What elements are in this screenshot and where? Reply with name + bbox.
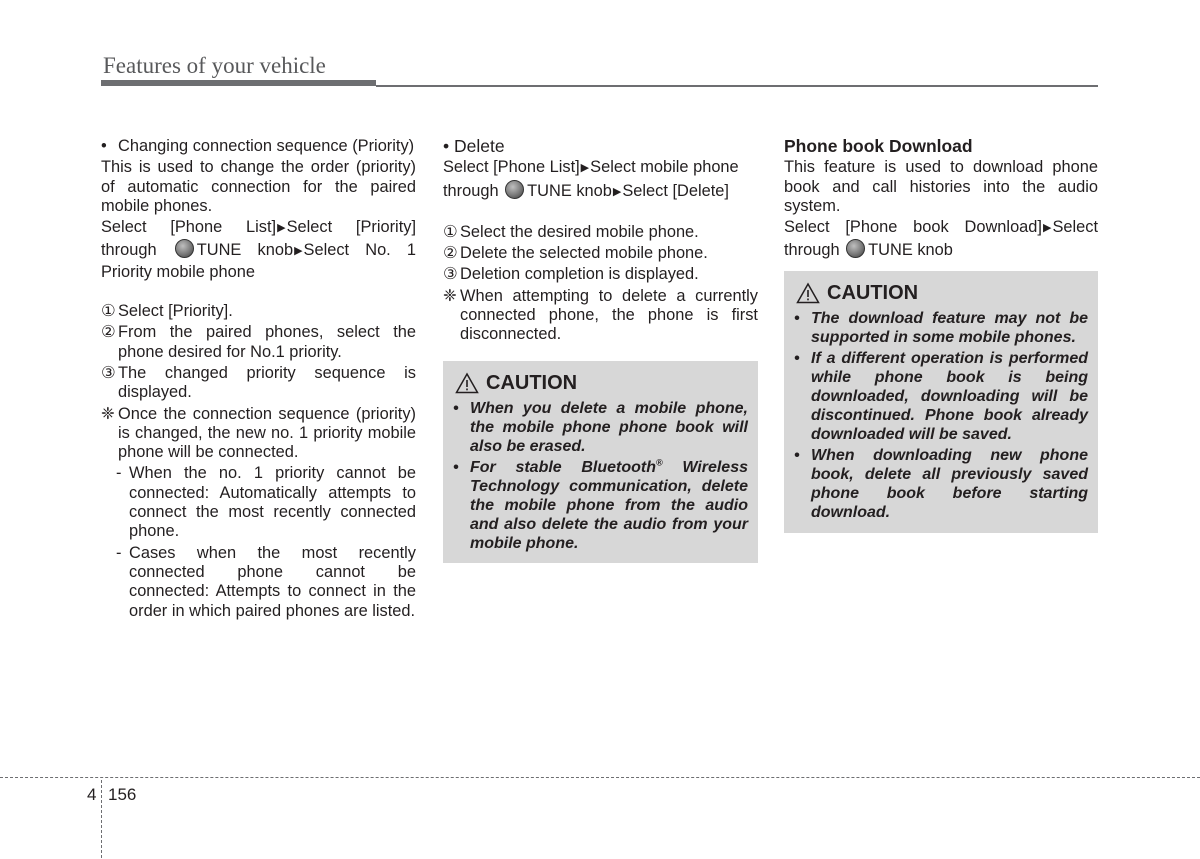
sub-item: [101, 464, 416, 541]
note-item: [443, 287, 758, 345]
tune-knob-icon: [505, 180, 524, 199]
caution-item: [794, 309, 1088, 347]
menu-path: [443, 158, 758, 203]
bullet-item: [443, 137, 758, 156]
tune-knob-icon: [175, 239, 194, 258]
step-number: ③: [101, 363, 116, 382]
step-number: ①: [443, 222, 458, 241]
note-text: Once the connection sequence (priority) is changed, the new no. 1 priority mobile phone will be connected.: [118, 404, 416, 462]
path-text: Select [Phone List]: [443, 158, 580, 177]
step-number: ②: [101, 323, 116, 342]
caution-text: [470, 459, 748, 552]
sub-text: When the no. 1 priority cannot be connected: Automatically attempts to connect the most recently connected phone.: [129, 464, 416, 541]
sub-text: Cases when the most recently connected phone cannot be connected: Attempts to connect in the order in which paired phones are listed.: [129, 543, 416, 620]
caution-text: When downloading new phone book, delete all previously saved phone book before starting download.: [811, 447, 1088, 521]
sub-item: [101, 544, 416, 621]
step-number: ①: [101, 302, 116, 321]
arrow-right-icon: ▶: [277, 222, 286, 235]
step-text: Select [Priority].: [118, 302, 233, 321]
arrow-right-icon: ▶: [294, 245, 303, 258]
bullet-mark: •: [453, 459, 459, 476]
bullet-mark: •: [794, 310, 800, 327]
bullet-mark: •: [101, 137, 107, 155]
note-text: When attempting to delete a currently connected phone, the phone is first disconnected.: [460, 286, 758, 344]
page-header-title: Features of your vehicle: [103, 53, 326, 78]
footer-rule: [0, 777, 1200, 778]
warning-triangle-icon: [796, 282, 820, 304]
warning-triangle-icon: [455, 372, 479, 394]
footer-divider: [101, 780, 102, 858]
header-rule-thick: [101, 80, 376, 86]
menu-path: [101, 218, 416, 282]
arrow-right-icon: ▶: [612, 185, 622, 198]
chapter-number: 4: [87, 785, 97, 804]
column-1: [101, 137, 416, 621]
caution-box: [443, 361, 758, 563]
caution-text: If a different operation is performed while phone book is being downloaded, downloading will be discontinued. Phone book already downloaded will be saved.: [811, 350, 1088, 443]
bullet-text: Changing connection sequence (Priority): [118, 137, 415, 155]
caution-title-text: CAUTION: [486, 372, 578, 394]
step-item: [443, 244, 758, 263]
page-number: 156: [108, 785, 137, 804]
caution-text-part: Wireless Technology communication, delete the mobile phone from the audio and also delete the audio from your mobile phone.: [470, 459, 748, 552]
dash-mark: -: [116, 464, 122, 483]
arrow-right-icon: ▶: [1042, 222, 1052, 235]
path-text: TUNE knob: [868, 241, 953, 260]
step-item: [101, 302, 416, 321]
tune-knob-icon: [846, 239, 865, 258]
menu-path: [784, 218, 1098, 261]
bullet-mark: •: [794, 447, 800, 464]
caution-title: [796, 281, 1088, 305]
caution-item: [453, 458, 748, 553]
bullet-mark: •: [794, 350, 800, 367]
path-text: Select [Phone book Download]: [784, 218, 1042, 237]
column-2: [443, 137, 758, 345]
bullet-mark: •: [443, 136, 450, 156]
note-mark: ❈: [443, 286, 457, 305]
note-item: [101, 405, 416, 463]
step-text: Delete the selected mobile phone.: [460, 244, 708, 263]
registered-mark: ®: [656, 457, 663, 468]
step-text: Deletion completion is displayed.: [460, 265, 699, 284]
step-item: [101, 364, 416, 403]
caution-title-text: CAUTION: [827, 282, 919, 304]
bullet-text: Delete: [454, 136, 505, 156]
path-text: Select mobile phone through: [443, 158, 739, 200]
description: This feature is used to download phone book and call histories into the audio system.: [784, 158, 1098, 215]
step-item: [443, 265, 758, 284]
path-text: TUNE knob: [527, 181, 612, 200]
step-item: [443, 223, 758, 242]
dash-mark: -: [116, 543, 122, 562]
caution-text-part: For stable Bluetooth: [470, 459, 657, 476]
path-text: Select [Delete]: [622, 181, 729, 200]
caution-title: [455, 371, 748, 395]
note-mark: ❈: [101, 404, 115, 423]
step-item: [101, 323, 416, 362]
header-rule-thin: [376, 85, 1098, 87]
arrow-right-icon: ▶: [580, 162, 590, 175]
path-text: Select [Phone List]: [101, 218, 277, 237]
path-text: Select No. 1 Priority mobile phone: [101, 241, 416, 281]
path-text: Select through: [784, 218, 1098, 260]
path-text: Select [Priority] through: [101, 218, 417, 260]
caution-text: The download feature may not be supported in some mobile phones.: [811, 310, 1088, 346]
bullet-item: [101, 137, 416, 156]
step-number: ②: [443, 244, 458, 263]
step-text: From the paired phones, select the phone desired for No.1 priority.: [118, 323, 416, 361]
path-text: TUNE knob: [196, 241, 294, 260]
step-text: The changed priority sequence is displayed.: [118, 363, 416, 402]
caution-item: [794, 446, 1088, 522]
step-number: ③: [443, 265, 458, 284]
description: This is used to change the order (priority) of automatic connection for the paired mobile phones.: [101, 158, 416, 215]
column-3: [784, 137, 1098, 261]
caution-item: [453, 399, 748, 456]
bullet-mark: •: [453, 400, 459, 417]
section-heading: Phone book Download: [784, 136, 973, 156]
caution-item: [794, 349, 1088, 444]
caution-box: [784, 271, 1098, 533]
step-text: Select the desired mobile phone.: [460, 222, 699, 241]
caution-text: When you delete a mobile phone, the mobile phone phone book will also be erased.: [470, 400, 748, 455]
